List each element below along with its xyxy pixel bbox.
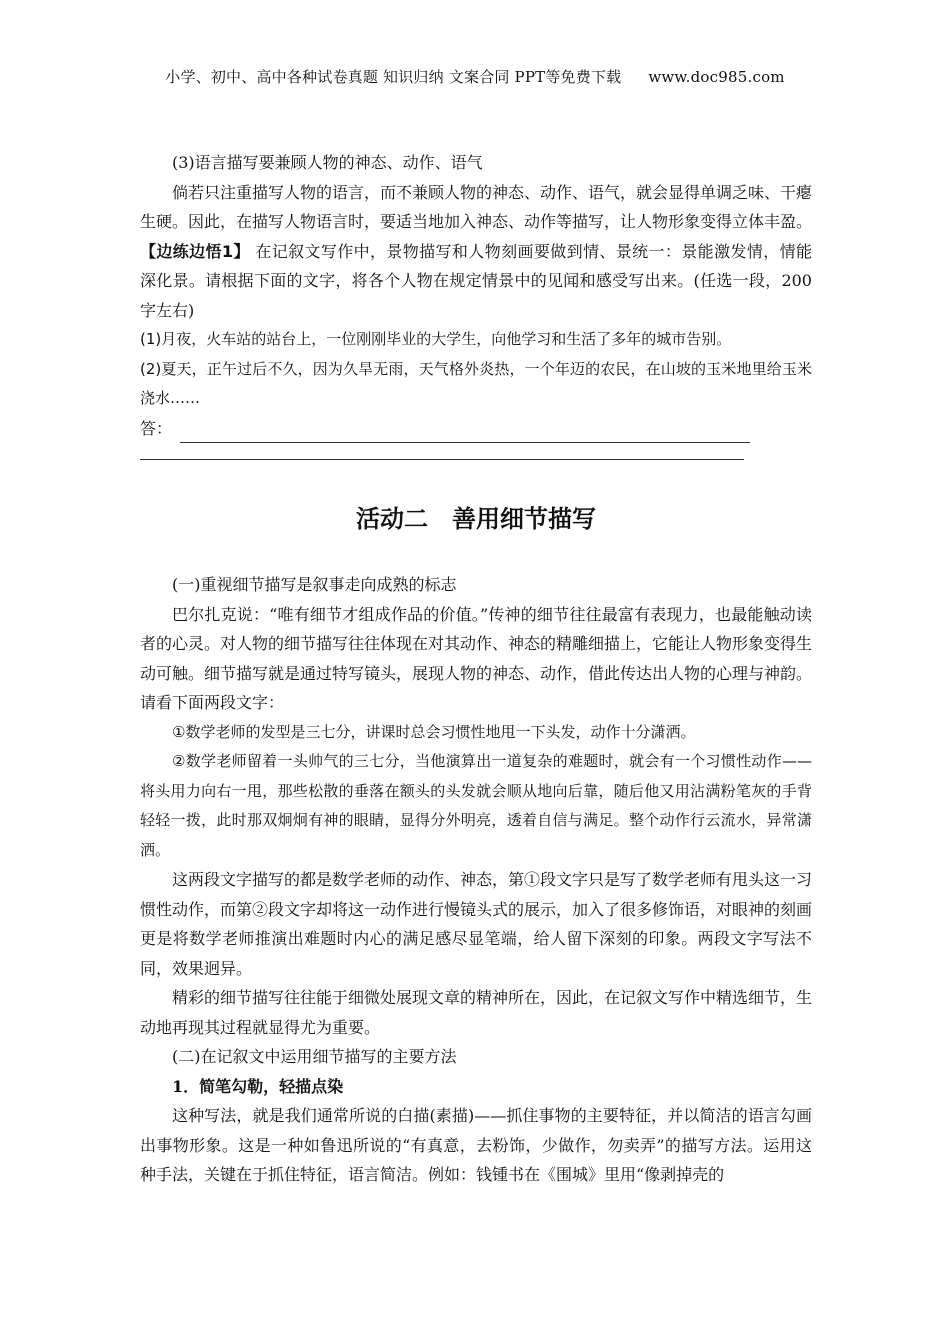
subheading-2: (二)在记叙文中运用细节描写的主要方法 <box>172 1047 457 1066</box>
paragraph: 巴尔扎克说：“唯有细节才组成作品的价值。”传神的细节往往最富有表现力，也最能触动读者的心灵。对人物的细节描写往往体现在对其动作、神态的精雕细描上，它能让人物形象变得生动可触。细节描写就是通过特写镜头，展现人物的神态、动作，借此传达出人物的心理与神韵。请看下面两段文字： <box>140 604 813 712</box>
section-title: 活动二 善用细节描写 <box>356 505 596 533</box>
practice-label: 【边练边悟1】 <box>140 241 250 261</box>
paragraph: 倘若只注重描写人物的语言，而不兼顾人物的神态、动作、语气，就会显得单调乏味、干瘪生硬。因此，在描写人物语言时，要适当地加入神态、动作等描写，让人物形象变得立体丰盈。 <box>140 182 813 231</box>
document-body <box>140 148 812 1190</box>
answer-label: 答： <box>140 418 173 438</box>
paragraph: 这种写法，就是我们通常所说的白描(素描)——抓住事物的主要特征，并以简洁的语言勾画出事物形象。这是一种如鲁迅所说的“有真意，去粉饰，少做作，勿卖弄”的描写方法。运用这种手法，关键在于抓住特征，语言简洁。例如：钱锺书在《围城》里用“像剥掉壳的 <box>140 1106 812 1184</box>
method-heading: 1．简笔勾勒，轻描点染 <box>172 1076 344 1096</box>
answer-row <box>140 414 812 444</box>
subheading-1: (一)重视细节描写是叙事走向成熟的标志 <box>172 575 457 594</box>
subheading-3: (3)语言描写要兼顾人物的神态、动作、语气 <box>172 153 483 172</box>
answer-line-2[interactable] <box>140 443 744 460</box>
paragraph: 这两段文字描写的都是数学老师的动作、神态，第①段文字只是写了数学老师有甩头这一习惯性动作，而第②段文字却将这一动作进行慢镜头式的展示，加入了很多修饰语，对眼神的刻画更是将数学老师推演出难题时内心的满足感尽显笔端，给人留下深刻的印象。两段文字写法不同，效果迥异。 <box>140 870 813 978</box>
example-1: ①数学老师的发型是三七分，讲课时总会习惯性地甩一下头发，动作十分潇洒。 <box>172 722 696 741</box>
example-2: ②数学老师留着一头帅气的三七分，当他演算出一道复杂的难题时，就会有一个习惯性动作——将头用力向右一甩，那些松散的垂落在额头的头发就会顺从地向后靠，随后他又用沾满粉笔灰的手背轻轻一拨，此时那双炯炯有神的眼睛，显得分外明亮，透着自信与满足。整个动作行云流水，异常潇洒。 <box>140 752 812 859</box>
header-text: 小学、初中、高中各种试卷真题 知识归纳 文案合同 PPT等免费下载 <box>165 68 622 86</box>
paragraph: 精彩的细节描写往往能于细微处展现文章的精神所在，因此，在记叙文写作中精选细节，生动地再现其过程就显得尤为重要。 <box>140 988 813 1037</box>
practice-item-2: (2)夏天，正午过后不久，因为久旱无雨，天气格外炎热，一个年迈的农民，在山坡的玉米地里给玉米浇水…… <box>140 359 812 407</box>
page-header <box>0 66 950 87</box>
header-url[interactable]: www.doc985.com <box>648 68 785 86</box>
practice-item-1: (1)月夜，火车站的站台上，一位刚刚毕业的大学生，向他学习和生活了多年的城市告别。 <box>140 330 732 348</box>
practice-text: 在记叙文写作中，景物描写和人物刻画要做到情、景统一：景能激发情，情能深化景。请根据下面的文字，将各个人物在规定情景中的见闻和感受写出来。(任选一段，200字左右) <box>140 241 812 320</box>
answer-line[interactable] <box>180 424 750 443</box>
practice-paragraph <box>140 237 812 326</box>
